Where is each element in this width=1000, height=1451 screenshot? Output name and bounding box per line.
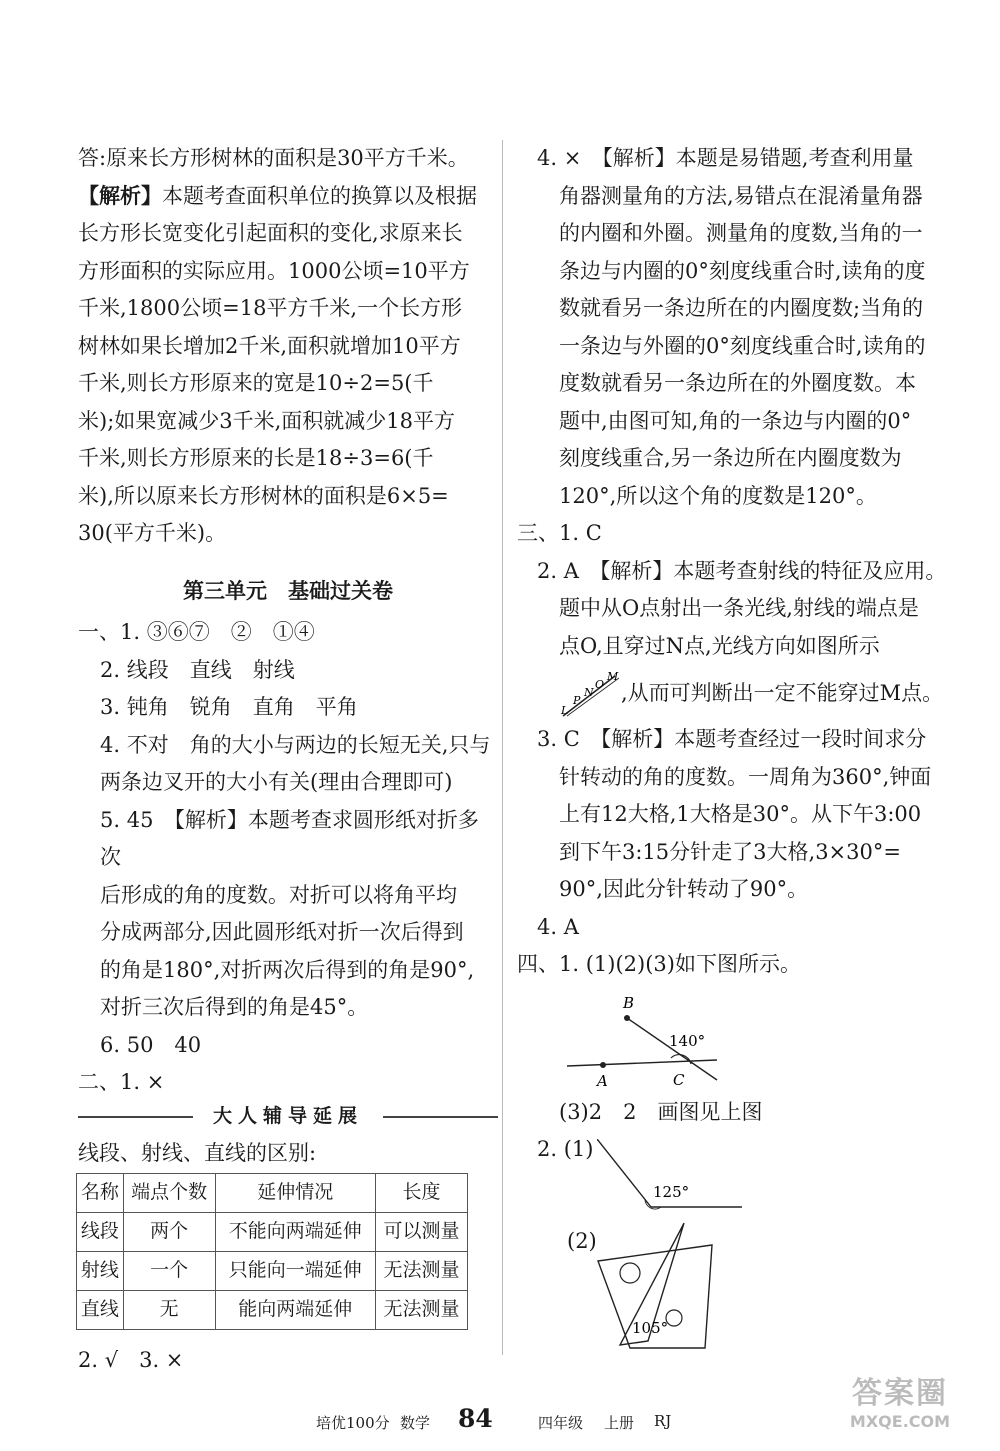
table-cell: 无法测量 [375, 1290, 467, 1329]
q4-line: 数就看另一条边所在的内圈度数;当角的 [559, 296, 924, 320]
section-title: 第三单元 基础过关卷 [183, 578, 393, 603]
ray-figure-line [537, 665, 947, 721]
answer-item: 的角是180°,对折两次后得到的角是90°, [100, 957, 475, 982]
q4-line: 4. × 【解析】本题是易错题,考查利用量 [537, 146, 914, 170]
analysis-line: 30(平方千米)。 [78, 521, 227, 545]
q4-line: 120°,所以这个角的度数是120°。 [559, 483, 877, 508]
column-divider [502, 140, 503, 1355]
label-b: B [623, 993, 635, 1012]
tutor-box-intro: 线段、射线、直线的区别: [78, 1141, 317, 1165]
table-cell: 能向两端延伸 [215, 1290, 375, 1329]
right-column [517, 140, 947, 1373]
section3-line: 点O,且穿过N点,光线方向如图所示 [559, 633, 880, 658]
table-header-cell: 延伸情况 [215, 1173, 375, 1212]
angle-side [597, 1139, 651, 1207]
table-cell: 只能向一端延伸 [215, 1251, 375, 1290]
analysis-line: 千米,则长方形原来的长是18÷3=6(千 [78, 446, 434, 470]
table-cell: 不能向两端延伸 [215, 1212, 375, 1251]
label-c: C [673, 1070, 685, 1089]
table-cell: 一个 [123, 1251, 215, 1290]
footer-volume: 上册 [604, 1414, 635, 1432]
section3b-line: 针转动的角的度数。一周角为360°,钟面 [559, 764, 932, 789]
q2b-label: (2) [567, 1229, 597, 1253]
section3b-line: 到下午3:15分针走了3大格,3×30°= [559, 839, 901, 864]
analysis-line: 本题考查面积单位的换算以及根据 [162, 183, 477, 208]
watermark-bottom: MXQE.COM [849, 1412, 951, 1431]
table-header-row [77, 1173, 468, 1212]
angle-value: 140° [669, 1031, 706, 1050]
table-row [77, 1290, 468, 1329]
label-a: A [597, 1071, 608, 1090]
analysis-line: 米);如果宽减少3千米,面积就减少18平方 [78, 408, 456, 433]
question2-part2 [537, 1223, 947, 1373]
table-row [77, 1251, 468, 1290]
table-cell: 射线 [77, 1251, 124, 1290]
angle-figure-2 [597, 1139, 817, 1229]
section3b-line: 90°,因此分针转动了90°。 [559, 877, 809, 901]
ray-label: L [561, 703, 569, 717]
set-square-hole [620, 1263, 640, 1283]
q4-line: 度数就看另一条边所在的外圈度数。本 [559, 371, 916, 395]
angle-value: 105° [632, 1319, 669, 1337]
ray-label: N [584, 685, 594, 699]
angle-figure-1 [567, 984, 767, 1094]
section3-line: 题中从O点射出一条光线,射线的端点是 [559, 596, 919, 620]
ray-figure [559, 670, 621, 720]
answer-item: 3. 钝角 锐角 直角 平角 [100, 695, 358, 719]
tutor-box-title: 大人辅导延展 [193, 1098, 383, 1136]
watermark [830, 1368, 970, 1431]
table-header-cell: 长度 [375, 1173, 467, 1212]
analysis-line: 树林如果长增加2千米,面积就增加10平方 [78, 333, 461, 358]
analysis-line: 方形面积的实际应用。1000公顷=10平方 [78, 258, 470, 283]
answer-item: 2. 线段 直线 射线 [100, 657, 295, 682]
table-cell: 无法测量 [375, 1251, 467, 1290]
answer-item: 6. 50 40 [100, 1032, 202, 1057]
left-column [78, 140, 498, 1379]
table-cell: 可以测量 [375, 1212, 467, 1251]
ray-caption: ,从而可判断出一定不能穿过M点。 [621, 681, 944, 705]
analysis-line: 千米,则长方形原来的宽是10÷2=5(千 [78, 371, 434, 395]
point-a [600, 1062, 606, 1068]
footer-grade: 四年级 [538, 1414, 584, 1432]
watermark-top: 答案圈 [852, 1376, 948, 1411]
comparison-table [76, 1173, 468, 1330]
answer-item: 后形成的角的度数。对折可以将角平均 [100, 882, 457, 907]
q4-line: 题中,由图可知,角的一条边与内圈的0° [559, 408, 912, 433]
section3b-line: 上有12大格,1大格是30°。从下午3:00 [559, 802, 922, 826]
section3b-line: 4. A [537, 914, 579, 939]
q2-label: 2. (1) [537, 1137, 594, 1161]
q4-line: 角器测量角的方法,易错点在混淆量角器 [559, 183, 923, 208]
figure1-caption: (3)2 2 画图见上图 [559, 1099, 763, 1124]
analysis-line: 长方形长宽变化引起面积的变化,求原来长 [78, 221, 463, 245]
footer-subject: 数学 [400, 1414, 431, 1432]
analysis-line: 米),所以原来长方形树林的面积是6×5= [78, 483, 449, 508]
ray-label: O [595, 677, 605, 691]
answer-item: 两条边叉开的大小有关(理由合理即可) [100, 770, 453, 794]
answer-line: 答:原来长方形树林的面积是30平方千米。 [78, 146, 469, 170]
footer-book: 培优100分 [316, 1414, 390, 1432]
angle-value: 125° [653, 1183, 690, 1201]
table-cell: 直线 [77, 1290, 124, 1329]
q4-line: 条边与内圈的0°刻度线重合时,读角的度 [559, 258, 926, 283]
answer-item: 4. 不对 角的大小与两边的长短无关,只与 [100, 732, 491, 757]
table-cell: 无 [123, 1290, 215, 1329]
q4-line: 的内圈和外圈。测量角的度数,当角的一 [559, 221, 923, 245]
q4-line: 刻度线重合,另一条边所在内圈度数为 [559, 446, 902, 470]
answer-item: 二、1. × [78, 1070, 165, 1094]
answer-item: 一、1. ③⑥⑦ ② ①④ [78, 620, 315, 644]
ray-label: M [607, 669, 619, 683]
section3-line: 2. A 【解析】本题考查射线的特征及应用。 [537, 558, 947, 583]
section4-line: 四、1. (1)(2)(3)如下图所示。 [517, 952, 801, 976]
table-row [77, 1212, 468, 1251]
analysis-paragraph [78, 178, 498, 216]
ray-label: P [573, 693, 581, 707]
page-number: 84 [458, 1404, 493, 1433]
question2-part1 [537, 1131, 947, 1223]
table-header-cell: 端点个数 [123, 1173, 215, 1212]
answer-item: 分成两部分,因此圆形纸对折一次后得到 [100, 920, 464, 944]
section3b-line: 3. C 【解析】本题考查经过一段时间求分 [537, 727, 927, 751]
answer-item: 2. √ 3. × [78, 1347, 184, 1372]
tutor-box [78, 1104, 498, 1330]
table-cell: 两个 [123, 1212, 215, 1251]
answer-item: 对折三次后得到的角是45°。 [100, 995, 369, 1019]
table-header-cell: 名称 [77, 1173, 124, 1212]
point-b [624, 1015, 630, 1021]
triangle-figure [592, 1223, 792, 1373]
answer-item: 5. 45 【解析】本题考查求圆形纸对折多次 [100, 807, 479, 869]
q4-line: 一条边与外圈的0°刻度线重合时,读角的 [559, 333, 926, 358]
analysis-tag: 【解析】 [78, 183, 162, 208]
set-square-hole [666, 1310, 682, 1326]
analysis-line: 千米,1800公顷=18平方千米,一个长方形 [78, 296, 463, 320]
footer-edition: RJ [654, 1412, 672, 1430]
section3-line: 三、1. C [517, 521, 602, 545]
table-cell: 线段 [77, 1212, 124, 1251]
